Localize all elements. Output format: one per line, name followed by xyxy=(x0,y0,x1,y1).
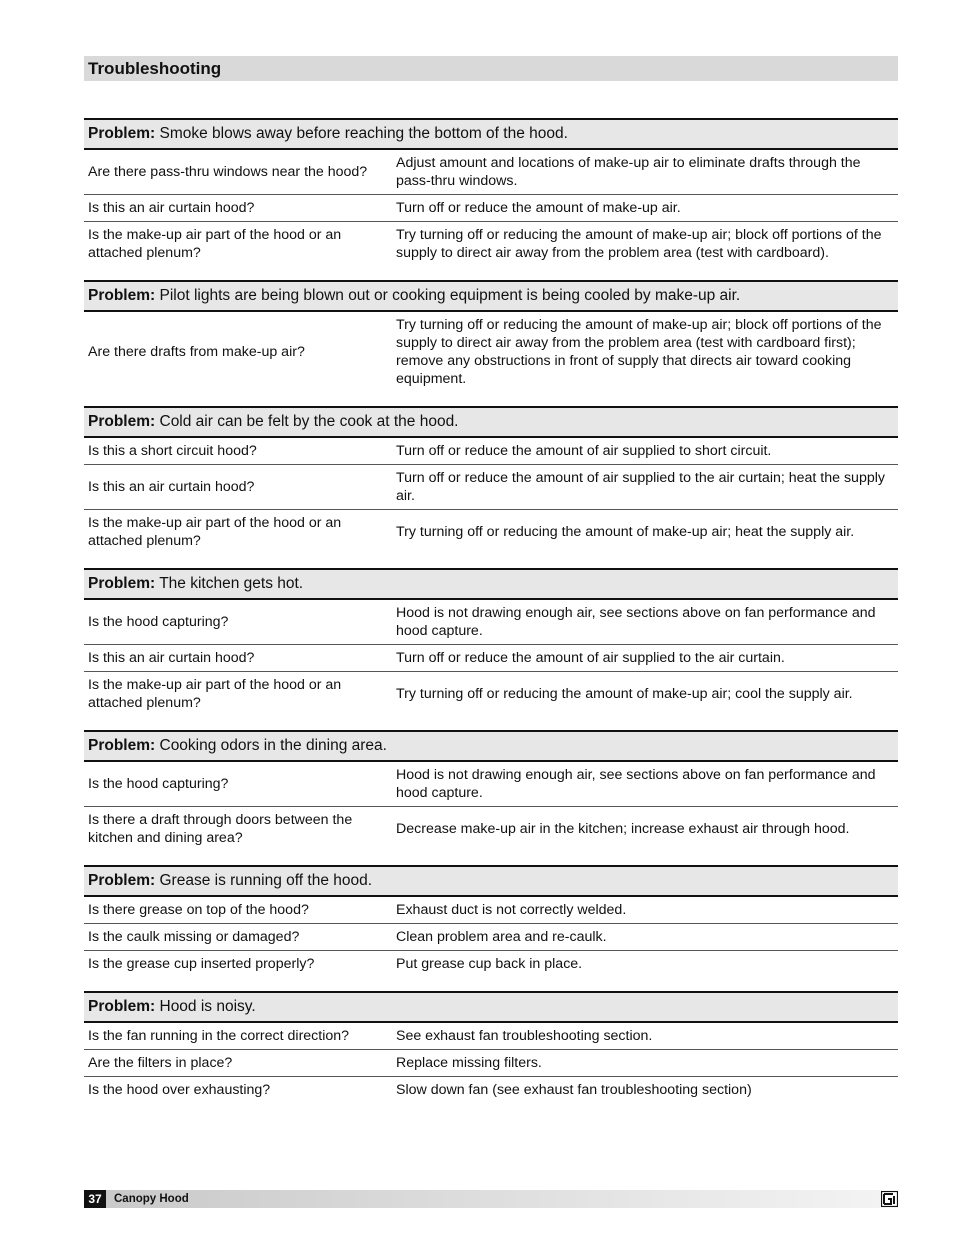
question-cell: Is the hood capturing? xyxy=(88,776,229,792)
problem-title: Cooking odors in the dining area. xyxy=(155,737,387,754)
answer-cell: Turn off or reduce the amount of air supplied to the air curtain; heat the supply air. xyxy=(396,470,885,504)
page-footer xyxy=(84,1190,898,1208)
problem-title: Cold air can be felt by the cook at the hood. xyxy=(155,413,459,430)
answer-cell: Turn off or reduce the amount of air supplied to the air curtain. xyxy=(396,650,785,666)
answer-cell: Try turning off or reducing the amount of make-up air; block off portions of the supply to direct air away from the problem area (test with cardboard). xyxy=(396,227,882,261)
question-cell: Are there pass-thru windows near the hood? xyxy=(88,164,368,180)
question-cell: Is the make-up air part of the hood or an attached plenum? xyxy=(88,227,342,261)
table-row xyxy=(84,807,898,851)
table-row xyxy=(84,672,898,716)
answer-cell: Replace missing filters. xyxy=(396,1055,542,1071)
question-cell: Are the filters in place? xyxy=(88,1055,233,1071)
problem-label: Problem: xyxy=(88,575,156,592)
question-cell: Is the hood over exhausting? xyxy=(88,1082,271,1098)
problem-heading xyxy=(84,406,898,438)
table-row xyxy=(84,600,898,645)
answer-cell: See exhaust fan troubleshooting section. xyxy=(396,1028,653,1044)
problem-label: Problem: xyxy=(88,125,156,142)
question-cell: Is the caulk missing or damaged? xyxy=(88,929,300,945)
problem-heading xyxy=(84,280,898,312)
page-number: 37 xyxy=(84,1190,106,1208)
problem-title: Smoke blows away before reaching the bottom of the hood. xyxy=(155,125,568,142)
table-row xyxy=(84,222,898,266)
problem-label: Problem: xyxy=(88,413,156,430)
problem-section xyxy=(84,406,898,554)
problem-heading xyxy=(84,568,898,600)
problem-title: Pilot lights are being blown out or cooking equipment is being cooled by make-up air. xyxy=(155,287,741,304)
question-cell: Is there a draft through doors between the kitchen and dining area? xyxy=(88,812,353,846)
question-cell: Is the fan running in the correct direction? xyxy=(88,1028,350,1044)
troubleshooting-table xyxy=(84,118,898,1117)
problem-heading xyxy=(84,730,898,762)
table-row xyxy=(84,195,898,222)
problem-title: The kitchen gets hot. xyxy=(155,575,304,592)
answer-cell: Turn off or reduce the amount of make-up air. xyxy=(396,200,681,216)
problem-section xyxy=(84,118,898,266)
answer-cell: Clean problem area and re-caulk. xyxy=(396,929,607,945)
problem-heading xyxy=(84,865,898,897)
question-cell: Is the make-up air part of the hood or an attached plenum? xyxy=(88,515,342,549)
table-row xyxy=(84,645,898,672)
answer-cell: Try turning off or reducing the amount of make-up air; cool the supply air. xyxy=(396,686,853,702)
greenheck-logo-icon xyxy=(881,1191,898,1207)
table-row xyxy=(84,951,898,977)
answer-cell: Adjust amount and locations of make-up air to eliminate drafts through the pass-thru windows. xyxy=(396,155,861,189)
answer-cell: Try turning off or reducing the amount of make-up air; block off portions of the supply to direct air away from the problem area (test with cardboard first); remove any obstructions in front of supply that directs air toward cooking equipment. xyxy=(396,317,882,387)
problem-heading xyxy=(84,118,898,150)
question-cell: Is this an air curtain hood? xyxy=(88,650,255,666)
question-cell: Is this an air curtain hood? xyxy=(88,200,255,216)
problem-section xyxy=(84,991,898,1103)
question-cell: Is there grease on top of the hood? xyxy=(88,902,309,918)
table-row xyxy=(84,1023,898,1050)
table-row xyxy=(84,438,898,465)
answer-cell: Turn off or reduce the amount of air supplied to short circuit. xyxy=(396,443,772,459)
table-row xyxy=(84,762,898,807)
table-row xyxy=(84,1077,898,1103)
problem-section xyxy=(84,865,898,977)
problem-section xyxy=(84,568,898,716)
section-title: Troubleshooting xyxy=(84,56,898,81)
table-row xyxy=(84,312,898,392)
table-row xyxy=(84,510,898,554)
answer-cell: Try turning off or reducing the amount of make-up air; heat the supply air. xyxy=(396,524,855,540)
problem-label: Problem: xyxy=(88,872,156,889)
problem-label: Problem: xyxy=(88,287,156,304)
question-cell: Is the grease cup inserted properly? xyxy=(88,956,315,972)
problem-label: Problem: xyxy=(88,737,156,754)
problem-title: Hood is noisy. xyxy=(155,998,256,1015)
problem-label: Problem: xyxy=(88,998,156,1015)
answer-cell: Exhaust duct is not correctly welded. xyxy=(396,902,627,918)
answer-cell: Slow down fan (see exhaust fan troubleshooting section) xyxy=(396,1082,752,1098)
question-cell: Is the make-up air part of the hood or an attached plenum? xyxy=(88,677,342,711)
answer-cell: Hood is not drawing enough air, see sections above on fan performance and hood capture. xyxy=(396,605,876,639)
question-cell: Is the hood capturing? xyxy=(88,614,229,630)
table-row xyxy=(84,1050,898,1077)
problem-section xyxy=(84,730,898,851)
answer-cell: Hood is not drawing enough air, see sections above on fan performance and hood capture. xyxy=(396,767,876,801)
document-title: Canopy Hood xyxy=(114,1193,189,1205)
answer-cell: Put grease cup back in place. xyxy=(396,956,583,972)
problem-heading xyxy=(84,991,898,1023)
problem-title: Grease is running off the hood. xyxy=(155,872,373,889)
table-row xyxy=(84,465,898,510)
table-row xyxy=(84,924,898,951)
problem-section xyxy=(84,280,898,392)
question-cell: Is this a short circuit hood? xyxy=(88,443,257,459)
answer-cell: Decrease make-up air in the kitchen; increase exhaust air through hood. xyxy=(396,821,850,837)
table-row xyxy=(84,150,898,195)
table-row xyxy=(84,897,898,924)
question-cell: Are there drafts from make-up air? xyxy=(88,344,305,360)
question-cell: Is this an air curtain hood? xyxy=(88,479,255,495)
